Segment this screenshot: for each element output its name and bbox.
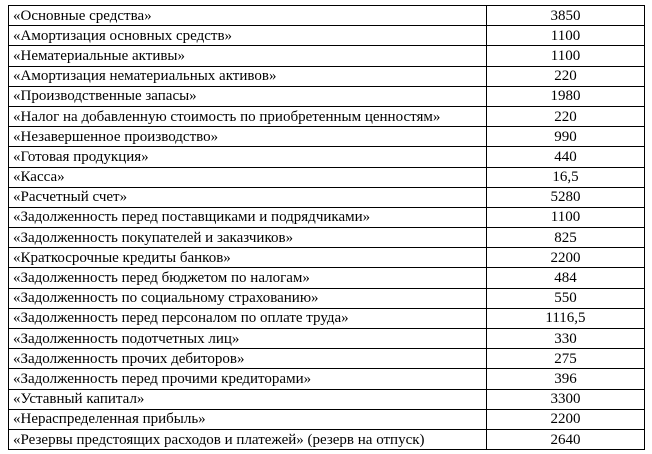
account-name: «Налог на добавленную стоимость по приобретенным ценностям» xyxy=(9,106,487,126)
account-value: 330 xyxy=(487,329,645,349)
table-row xyxy=(9,207,645,227)
table-row xyxy=(9,389,645,409)
account-value: 396 xyxy=(487,369,645,389)
account-value: 1100 xyxy=(487,207,645,227)
table-row xyxy=(9,86,645,106)
account-value: 220 xyxy=(487,66,645,86)
account-name: «Основные средства» xyxy=(9,6,487,26)
table-row xyxy=(9,147,645,167)
account-name: «Готовая продукция» xyxy=(9,147,487,167)
account-value: 2200 xyxy=(487,248,645,268)
account-value: 275 xyxy=(487,349,645,369)
account-name: «Задолженность перед поставщиками и подрядчиками» xyxy=(9,207,487,227)
table-row xyxy=(9,308,645,328)
account-value: 2200 xyxy=(487,409,645,429)
account-name: «Задолженность подотчетных лиц» xyxy=(9,329,487,349)
account-value: 825 xyxy=(487,228,645,248)
account-name: «Производственные запасы» xyxy=(9,86,487,106)
table-row xyxy=(9,106,645,126)
account-value: 550 xyxy=(487,288,645,308)
account-value: 3300 xyxy=(487,389,645,409)
account-name: «Задолженность перед бюджетом по налогам» xyxy=(9,268,487,288)
account-name: «Резервы предстоящих расходов и платежей» (резерв на отпуск) xyxy=(9,429,487,449)
account-value: 3850 xyxy=(487,6,645,26)
table-row xyxy=(9,288,645,308)
table-row xyxy=(9,127,645,147)
account-value: 220 xyxy=(487,106,645,126)
account-value: 1116,5 xyxy=(487,308,645,328)
account-value: 16,5 xyxy=(487,167,645,187)
table-row xyxy=(9,187,645,207)
account-name: «Амортизация нематериальных активов» xyxy=(9,66,487,86)
account-value: 5280 xyxy=(487,187,645,207)
accounts-table xyxy=(8,5,645,450)
table-row xyxy=(9,248,645,268)
account-name: «Уставный капитал» xyxy=(9,389,487,409)
account-value: 484 xyxy=(487,268,645,288)
account-name: «Задолженность по социальному страхованию» xyxy=(9,288,487,308)
account-name: «Задолженность перед персоналом по оплате труда» xyxy=(9,308,487,328)
table-row xyxy=(9,167,645,187)
table-row xyxy=(9,349,645,369)
account-name: «Нераспределенная прибыль» xyxy=(9,409,487,429)
account-name: «Задолженность перед прочими кредиторами» xyxy=(9,369,487,389)
table-row xyxy=(9,66,645,86)
account-name: «Незавершенное производство» xyxy=(9,127,487,147)
table-row xyxy=(9,26,645,46)
account-name: «Касса» xyxy=(9,167,487,187)
account-value: 2640 xyxy=(487,429,645,449)
account-value: 990 xyxy=(487,127,645,147)
accounts-table-body xyxy=(9,6,645,450)
account-name: «Задолженность покупателей и заказчиков» xyxy=(9,228,487,248)
table-row xyxy=(9,6,645,26)
table-row xyxy=(9,268,645,288)
account-name: «Краткосрочные кредиты банков» xyxy=(9,248,487,268)
account-name: «Амортизация основных средств» xyxy=(9,26,487,46)
account-name: «Нематериальные активы» xyxy=(9,46,487,66)
table-row xyxy=(9,329,645,349)
table-row xyxy=(9,46,645,66)
account-value: 1100 xyxy=(487,46,645,66)
table-row xyxy=(9,409,645,429)
account-value: 1980 xyxy=(487,86,645,106)
table-row xyxy=(9,228,645,248)
account-name: «Расчетный счет» xyxy=(9,187,487,207)
table-row xyxy=(9,369,645,389)
table-row xyxy=(9,429,645,449)
account-value: 1100 xyxy=(487,26,645,46)
account-name: «Задолженность прочих дебиторов» xyxy=(9,349,487,369)
account-value: 440 xyxy=(487,147,645,167)
